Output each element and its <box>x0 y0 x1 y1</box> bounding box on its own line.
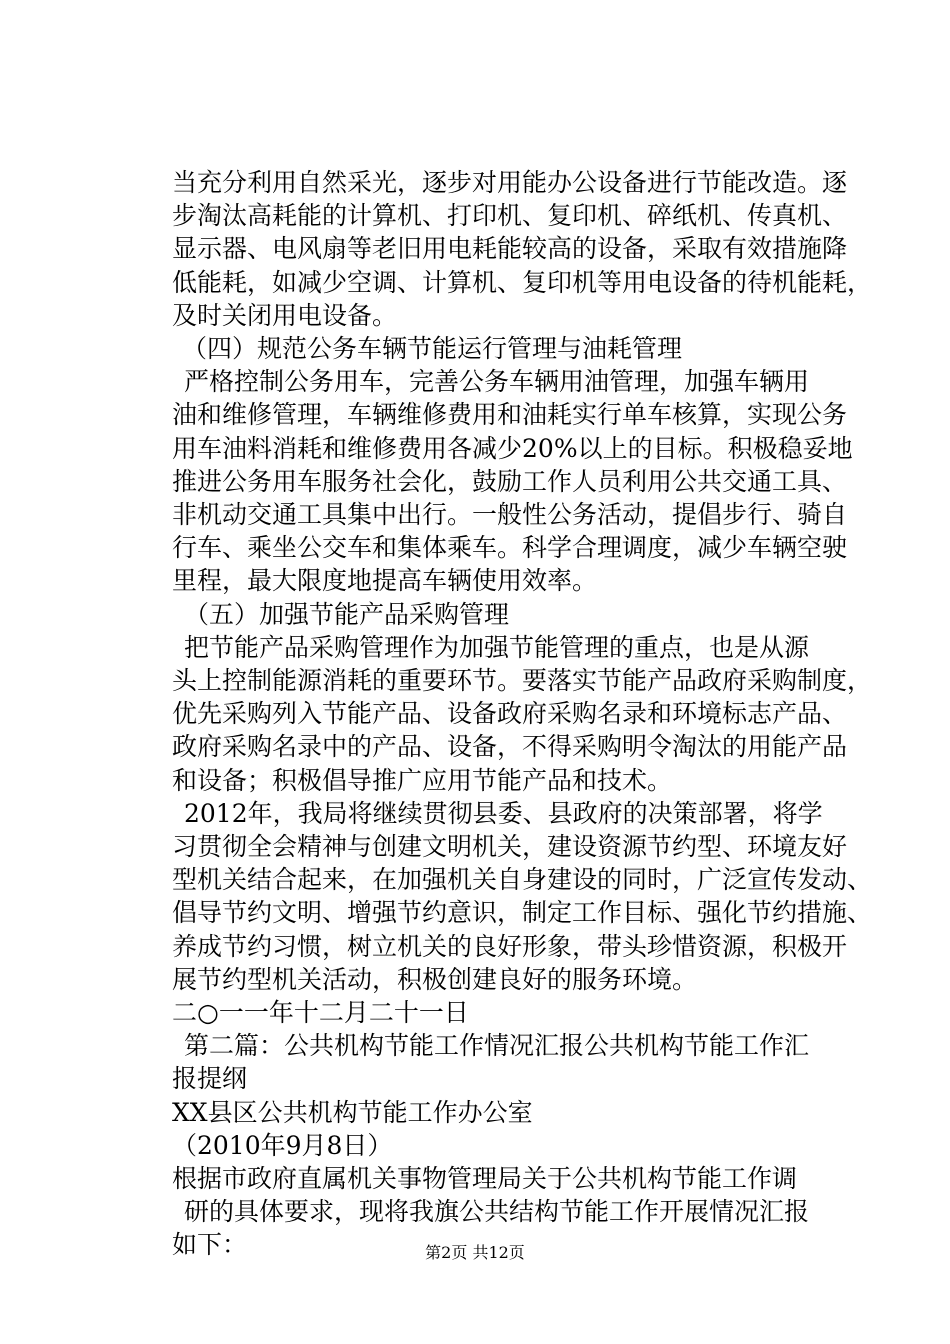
text-line-1: 当充分利用自然采光，逐步对用能办公设备进行节能改造。逐 <box>172 168 848 197</box>
text-line-23: 倡导节约文明、增强节约意识，制定工作目标、强化节约措施、 <box>172 898 873 927</box>
text-line-15: 把节能产品采购管理作为加强节能管理的重点，也是从源 <box>184 633 810 662</box>
text-line-28: 报提纲 <box>172 1064 248 1093</box>
text-line-6: （四）规范公务车辆节能运行管理与油耗管理 <box>182 334 683 363</box>
text-line-33: 如下： <box>172 1230 248 1259</box>
page-footer: 第2页 共12页 <box>425 1243 525 1262</box>
text-line-10: 推进公务用车服务社会化，鼓励工作人员利用公共交通工具、 <box>172 467 848 496</box>
text-line-3: 显示器、电风扇等老旧用电耗能较高的设备，采取有效措施降 <box>172 234 848 263</box>
text-line-5: 及时关闭用电设备。 <box>172 301 398 330</box>
text-line-22: 型机关结合起来，在加强机关自身建设的同时，广泛宣传发动、 <box>172 865 873 894</box>
text-line-18: 政府采购名录中的产品、设备，不得采购明令淘汰的用能产品 <box>172 732 848 761</box>
text-line-14: （五）加强节能产品采购管理 <box>184 600 510 629</box>
text-line-31: 根据市政府直属机关事物管理局关于公共机构节能工作调 <box>172 1164 798 1193</box>
text-line-17: 优先采购列入节能产品、设备政府采购名录和环境标志产品、 <box>172 699 848 728</box>
text-line-29: XX县区公共机构节能工作办公室 <box>172 1098 533 1127</box>
text-line-30: （2010年9月8日） <box>172 1131 393 1160</box>
text-line-9: 用车油料消耗和维修费用各减少20%以上的目标。积极稳妥地 <box>172 434 853 463</box>
text-line-20: 2012年，我局将继续贯彻县委、县政府的决策部署，将学 <box>184 799 823 828</box>
text-line-19: 和设备；积极倡导推广应用节能产品和技术。 <box>172 766 673 795</box>
text-line-26: 二○一一年十二月二十一日 <box>172 998 469 1027</box>
text-line-4: 低能耗，如减少空调、计算机、复印机等用电设备的待机能耗， <box>172 268 873 297</box>
text-line-21: 习贯彻全会精神与创建文明机关，建设资源节约型、环境友好 <box>172 832 848 861</box>
text-line-12: 行车、乘坐公交车和集体乘车。科学合理调度，减少车辆空驶 <box>172 533 848 562</box>
text-line-25: 展节约型机关活动，积极创建良好的服务环境。 <box>172 965 698 994</box>
text-line-24: 养成节约习惯，树立机关的良好形象，带头珍惜资源，积极开 <box>172 932 848 961</box>
text-line-2: 步淘汰高耗能的计算机、打印机、复印机、碎纸机、传真机、 <box>172 201 848 230</box>
text-line-13: 里程，最大限度地提高车辆使用效率。 <box>172 566 598 595</box>
text-line-7: 严格控制公务用车，完善公务车辆用油管理，加强车辆用 <box>184 367 810 396</box>
text-line-11: 非机动交通工具集中出行。一般性公务活动，提倡步行、骑自 <box>172 500 848 529</box>
text-line-16: 头上控制能源消耗的重要环节。要落实节能产品政府采购制度， <box>172 666 873 695</box>
text-line-32: 研的具体要求，现将我旗公共结构节能工作开展情况汇报 <box>184 1197 810 1226</box>
text-line-27: 第二篇：公共机构节能工作情况汇报公共机构节能工作汇 <box>184 1031 810 1060</box>
text-line-8: 油和维修管理，车辆维修费用和油耗实行单车核算，实现公务 <box>172 400 848 429</box>
